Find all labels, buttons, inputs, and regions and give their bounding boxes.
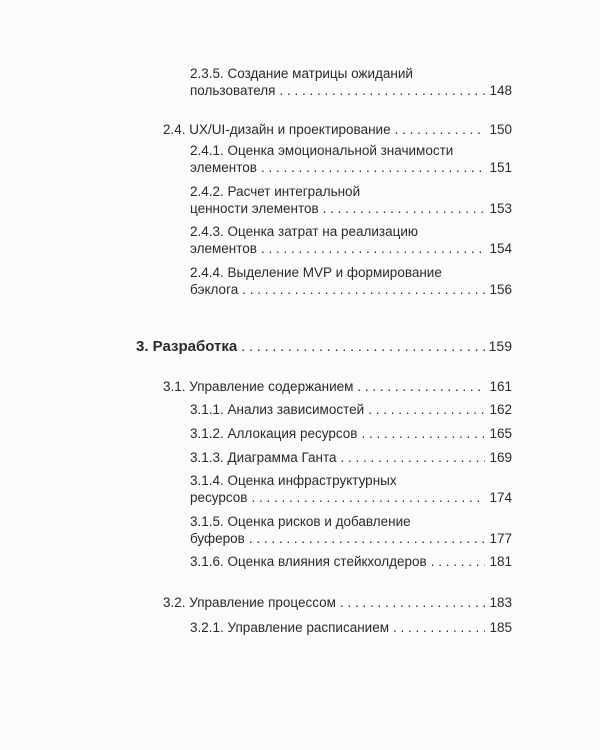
toc-entry-title: 2.4.4. Выделение MVP и формирование: [190, 265, 442, 280]
toc-entry-3-1-3: [190, 449, 512, 466]
toc-entry-title-cont: пользователя: [190, 83, 276, 98]
page-number: 151: [489, 160, 512, 175]
dot-leader: [241, 338, 484, 355]
dot-leader: [261, 159, 486, 176]
toc-entry-title: 3.2. Управление процессом: [163, 595, 336, 610]
toc-entry-3-1-6: [190, 553, 512, 570]
toc-entry-title: 3.1.6. Оценка влияния стейкхолдеров: [190, 554, 427, 569]
toc-entry-title-cont: ценности элементов: [190, 201, 319, 216]
dot-leader: [340, 594, 486, 611]
toc-entry-title: 3.1.5. Оценка рисков и добавление: [190, 514, 411, 529]
toc-entry-2-3-5: [190, 65, 512, 99]
dot-leader: [393, 619, 485, 636]
page-number: 150: [489, 122, 512, 137]
page-number: 165: [489, 426, 512, 441]
dot-leader: [251, 489, 485, 506]
toc-entry-title: 2.4. UX/UI-дизайн и проектирование: [163, 122, 391, 137]
dot-leader: [261, 240, 486, 257]
toc-entry-2-4: [163, 121, 512, 138]
page-number: 161: [489, 379, 512, 394]
toc-entry-title-cont: буферов: [190, 531, 245, 546]
toc-entry-title: 2.4.2. Расчет интегральной: [190, 184, 361, 199]
toc-entry-title: 2.3.5. Создание матрицы ожиданий: [190, 66, 413, 81]
page-number: 156: [489, 282, 512, 297]
toc-entry-title: 3.1.2. Аллокация ресурсов: [190, 426, 358, 441]
toc-entry-2-4-4: [190, 264, 512, 298]
toc-entry-title-cont: элементов: [190, 241, 257, 256]
dot-leader: [357, 378, 485, 395]
dot-leader: [280, 82, 486, 99]
dot-leader: [249, 530, 486, 547]
page-number: 185: [489, 620, 512, 635]
toc-entry-3-1-4: [190, 472, 512, 506]
toc-chapter-3: [136, 338, 512, 355]
toc-entry-2-4-2: [190, 183, 512, 217]
page-number: 148: [489, 83, 512, 98]
page-number: 177: [489, 531, 512, 546]
toc-entry-title: 3.2.1. Управление расписанием: [190, 620, 389, 635]
page-number: 169: [489, 450, 512, 465]
dot-leader: [242, 281, 485, 298]
toc-entry-title-cont: ресурсов: [190, 490, 248, 505]
toc-entry-3-2-1: [190, 619, 512, 636]
toc-entry-2-4-3: [190, 223, 512, 257]
toc-entry-title: 2.4.1. Оценка эмоциональной значимости: [190, 143, 454, 158]
dot-leader: [368, 401, 485, 418]
toc-entry-title: 3.1.4. Оценка инфраструктурных: [190, 473, 397, 488]
toc-entry-3-1: [163, 378, 512, 395]
toc-entry-3-1-2: [190, 425, 512, 442]
toc-entry-title: 3.1.1. Анализ зависимостей: [190, 402, 365, 417]
dot-leader: [395, 121, 486, 138]
chapter-title: 3. Разработка: [136, 338, 238, 355]
toc-entry-2-4-1: [190, 142, 512, 176]
page-number: 174: [489, 490, 512, 505]
toc-entry-title: 2.4.3. Оценка затрат на реализацию: [190, 224, 419, 239]
toc-entry-title-cont: элементов: [190, 160, 257, 175]
page-number: 183: [489, 595, 512, 610]
page-number: 154: [489, 241, 512, 256]
page-number: 162: [489, 402, 512, 417]
toc-entry-3-1-1: [190, 401, 512, 418]
toc-entry-title: 3.1.3. Диаграмма Ганта: [190, 450, 337, 465]
toc-entry-3-2: [163, 594, 512, 611]
toc-entry-title-cont: бэклога: [190, 282, 239, 297]
dot-leader: [323, 200, 486, 217]
toc-entry-title: 3.1. Управление содержанием: [163, 379, 354, 394]
toc-entry-3-1-5: [190, 513, 512, 547]
page-number: 159: [488, 338, 512, 354]
dot-leader: [361, 425, 485, 442]
page-number: 153: [489, 201, 512, 216]
dot-leader: [431, 553, 486, 570]
page-number: 181: [489, 554, 512, 569]
dot-leader: [341, 449, 486, 466]
